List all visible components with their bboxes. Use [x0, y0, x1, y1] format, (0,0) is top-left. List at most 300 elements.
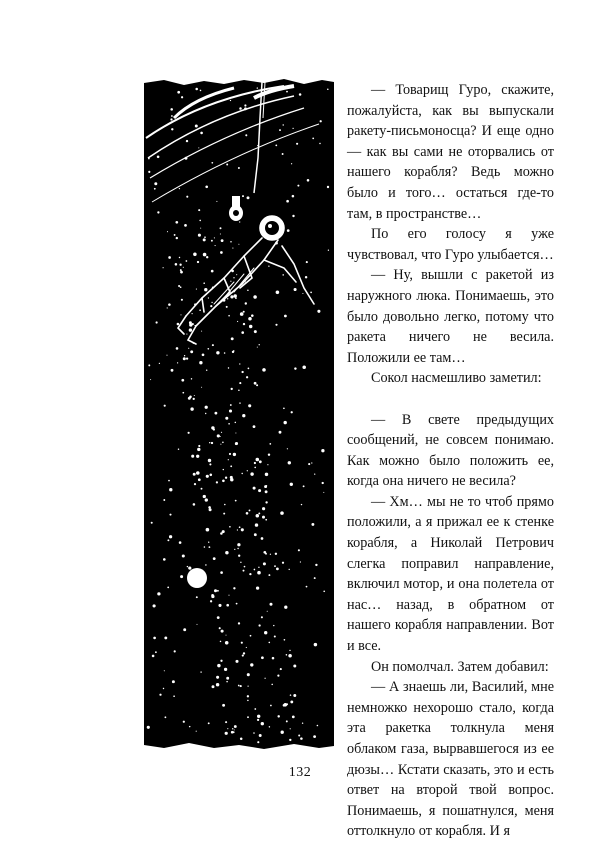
star — [245, 134, 247, 136]
paragraph: По его голосу я уже чувствовал, что Гуро улыбается… — [347, 226, 554, 263]
star — [246, 647, 247, 648]
star — [290, 700, 293, 703]
star — [253, 295, 257, 299]
star — [181, 379, 184, 382]
star — [210, 600, 212, 602]
star — [200, 90, 202, 92]
star — [216, 481, 218, 483]
star — [226, 306, 228, 308]
star — [323, 492, 324, 493]
star — [194, 325, 195, 326]
star — [184, 224, 187, 227]
star — [189, 396, 192, 399]
star — [263, 562, 266, 565]
star — [216, 676, 219, 679]
star — [188, 348, 189, 349]
star — [190, 407, 193, 410]
star — [317, 310, 320, 313]
star — [227, 728, 228, 729]
star — [180, 271, 183, 274]
star — [228, 315, 230, 317]
star — [277, 675, 279, 677]
star — [247, 196, 250, 199]
star — [228, 595, 229, 596]
star — [282, 274, 284, 276]
star — [194, 483, 196, 485]
star — [215, 245, 216, 246]
star — [247, 700, 249, 702]
body-text — [347, 80, 554, 842]
star — [249, 325, 252, 328]
star — [212, 344, 214, 346]
star — [203, 253, 207, 257]
star — [311, 462, 312, 463]
star — [183, 357, 186, 360]
star — [283, 407, 285, 409]
star — [286, 200, 289, 203]
star — [240, 562, 241, 563]
star — [163, 558, 166, 561]
star — [254, 569, 256, 571]
star — [251, 314, 254, 317]
star — [217, 434, 220, 437]
star — [239, 107, 242, 110]
star — [298, 549, 300, 551]
star — [232, 248, 233, 249]
star — [262, 368, 266, 372]
star — [279, 129, 281, 131]
star — [224, 668, 227, 671]
star — [247, 685, 248, 686]
star — [296, 143, 298, 145]
star — [303, 485, 305, 487]
star — [264, 631, 267, 634]
star — [171, 369, 174, 372]
star — [188, 432, 190, 434]
star — [284, 703, 288, 707]
star — [200, 671, 201, 672]
star — [201, 331, 202, 332]
star — [214, 237, 215, 238]
star — [233, 453, 236, 456]
star — [290, 728, 291, 729]
star — [187, 566, 188, 567]
star — [283, 124, 284, 125]
star — [284, 421, 287, 424]
star — [195, 125, 198, 128]
star — [220, 660, 222, 662]
star — [239, 363, 240, 364]
star — [204, 546, 206, 548]
star — [230, 404, 232, 406]
star — [225, 477, 227, 479]
star — [203, 495, 206, 498]
star — [199, 361, 202, 364]
star — [150, 379, 151, 380]
star — [254, 382, 257, 385]
star — [221, 239, 224, 242]
star — [238, 555, 240, 557]
star — [242, 655, 244, 657]
star — [266, 485, 268, 487]
star — [248, 404, 251, 407]
star — [169, 514, 171, 516]
star — [191, 455, 194, 458]
star — [189, 328, 192, 331]
star — [220, 444, 221, 445]
star — [313, 735, 316, 738]
star — [256, 458, 260, 462]
star — [177, 91, 180, 94]
star — [230, 476, 233, 479]
star — [269, 726, 270, 727]
star — [292, 195, 295, 198]
star — [233, 731, 235, 733]
star — [243, 323, 245, 325]
star — [310, 292, 312, 294]
star — [328, 250, 329, 251]
star — [249, 573, 251, 575]
star — [275, 145, 277, 147]
star — [268, 453, 270, 455]
star — [211, 302, 212, 303]
paragraph: Он помолчал. Затем добавил: — [371, 658, 549, 675]
star — [197, 448, 200, 451]
star — [190, 350, 193, 353]
star — [194, 395, 195, 396]
star — [164, 636, 167, 639]
star — [151, 522, 153, 524]
star — [235, 433, 236, 434]
star — [237, 529, 238, 530]
star — [213, 557, 216, 560]
star — [225, 721, 227, 723]
star — [210, 474, 213, 477]
star — [257, 87, 258, 88]
paragraph: — Товарищ Гуро, скажите, пожалуйста, как вы выпускали ракету-письмоносца? И еще одно — как вы сами не оторвались от нашего корабля? Ведь можно было и того… остаться где-то там, в пространстве… — [347, 82, 554, 222]
star — [280, 511, 284, 515]
star — [241, 473, 242, 474]
star — [237, 548, 238, 549]
star — [228, 367, 229, 368]
star — [183, 721, 185, 723]
star — [201, 387, 202, 388]
star — [220, 227, 222, 229]
star — [308, 463, 310, 465]
star — [218, 604, 221, 607]
paragraph: — Хм… мы не то чтоб прямо положили, а я прижал ее к стенке корабля, а Николай Петрович слегка поправил направление, включил мотор, и она полетела от нас… назад, в обратном от нашего корабля направлении. Вот и все. — [347, 493, 554, 655]
star — [262, 507, 265, 510]
star — [260, 229, 262, 231]
star — [208, 506, 211, 509]
star — [242, 414, 245, 417]
star — [286, 720, 288, 722]
star — [257, 347, 258, 348]
star — [164, 716, 166, 718]
star — [211, 240, 213, 242]
star — [148, 171, 150, 173]
star — [268, 266, 269, 267]
star — [148, 364, 150, 366]
star — [238, 685, 240, 687]
star — [228, 459, 229, 460]
star — [195, 88, 198, 91]
star — [246, 512, 249, 515]
star — [198, 209, 200, 211]
star — [267, 611, 268, 612]
star — [205, 406, 208, 409]
star — [223, 299, 226, 302]
star — [244, 566, 246, 568]
star — [186, 196, 188, 198]
star — [153, 637, 156, 640]
star — [261, 537, 264, 540]
star — [290, 694, 292, 696]
star — [222, 442, 224, 444]
star — [208, 542, 209, 543]
star — [181, 96, 183, 98]
star — [265, 501, 267, 503]
star — [314, 473, 315, 474]
star — [175, 221, 178, 224]
star — [255, 523, 258, 526]
star — [284, 639, 286, 641]
star — [293, 694, 296, 697]
star — [259, 344, 260, 345]
star — [271, 684, 273, 686]
star — [275, 324, 277, 326]
star — [193, 342, 195, 344]
star — [175, 263, 178, 266]
star — [314, 577, 316, 579]
star — [180, 575, 183, 578]
star — [256, 384, 258, 386]
star — [172, 680, 175, 683]
star — [217, 664, 220, 667]
star — [183, 628, 186, 631]
star — [286, 91, 288, 93]
star — [157, 211, 159, 213]
star — [186, 334, 187, 335]
star — [274, 565, 276, 567]
illustration-background — [144, 78, 334, 750]
star — [208, 459, 211, 462]
star — [274, 635, 276, 637]
paragraph: — В свете предыдущих сообщений, не совсем понимаю. Как можно было положить ее, когда она ничего не весила? — [347, 411, 554, 490]
star — [298, 735, 300, 737]
star — [193, 253, 197, 257]
star — [234, 549, 235, 550]
star — [243, 570, 245, 572]
star — [297, 185, 299, 187]
star — [257, 741, 259, 743]
star — [293, 665, 296, 668]
star — [192, 323, 194, 325]
star — [220, 251, 223, 254]
star — [230, 100, 231, 101]
star — [247, 695, 249, 697]
star — [235, 442, 238, 445]
star — [300, 561, 301, 562]
star — [229, 453, 231, 455]
star — [312, 138, 314, 140]
star — [235, 422, 237, 424]
star — [265, 473, 268, 476]
star — [270, 554, 271, 555]
star — [226, 604, 229, 607]
star — [277, 715, 279, 717]
star — [256, 586, 259, 589]
star — [197, 624, 198, 625]
star — [154, 182, 157, 185]
star — [213, 429, 215, 431]
star — [282, 153, 284, 155]
star — [287, 229, 290, 232]
star — [153, 604, 156, 607]
star — [228, 423, 230, 425]
star — [226, 677, 229, 680]
star — [205, 185, 208, 188]
star — [257, 145, 258, 146]
star — [238, 389, 240, 391]
star — [174, 650, 176, 652]
star — [302, 365, 306, 369]
star — [206, 475, 209, 478]
star — [247, 716, 249, 718]
star — [223, 513, 225, 515]
star — [241, 371, 243, 373]
star — [155, 651, 157, 653]
star — [169, 488, 172, 491]
star — [219, 627, 221, 629]
star — [206, 256, 208, 258]
star — [286, 654, 288, 656]
star — [269, 443, 271, 445]
star — [261, 616, 263, 618]
star — [209, 463, 211, 465]
star — [259, 734, 262, 737]
star — [315, 564, 317, 566]
star — [302, 293, 303, 294]
star — [170, 118, 172, 120]
star — [206, 528, 210, 532]
star — [220, 233, 221, 234]
star — [224, 504, 226, 506]
star — [177, 362, 178, 363]
star — [205, 413, 206, 414]
star — [201, 488, 203, 490]
star — [198, 234, 201, 237]
star — [243, 311, 245, 313]
star — [157, 156, 160, 159]
star — [196, 731, 197, 732]
star — [210, 305, 212, 307]
star — [323, 590, 325, 592]
star — [240, 738, 243, 741]
star — [192, 313, 193, 314]
star — [154, 188, 156, 190]
star — [180, 286, 182, 288]
star — [299, 93, 302, 96]
star — [265, 490, 268, 493]
star — [236, 603, 238, 605]
star — [212, 287, 214, 289]
star — [203, 238, 206, 241]
star — [294, 367, 296, 369]
star — [157, 592, 160, 595]
star — [179, 188, 180, 189]
star — [167, 587, 169, 589]
star — [164, 405, 166, 407]
star — [185, 157, 188, 160]
star — [163, 688, 164, 689]
star — [208, 722, 210, 724]
star — [179, 264, 181, 266]
star — [159, 363, 160, 364]
star — [253, 732, 255, 734]
star — [168, 256, 171, 259]
star — [276, 568, 279, 571]
star — [164, 670, 165, 671]
star — [282, 562, 284, 564]
star — [288, 461, 291, 464]
star — [239, 382, 241, 384]
star — [193, 503, 196, 506]
star — [186, 357, 188, 359]
star — [214, 412, 217, 415]
star — [231, 388, 233, 390]
star — [305, 276, 307, 278]
star — [235, 500, 237, 502]
star — [209, 508, 212, 511]
star — [225, 417, 228, 420]
star — [247, 289, 249, 291]
star — [199, 309, 201, 311]
star — [200, 228, 201, 229]
star — [211, 270, 214, 273]
star — [237, 321, 238, 322]
star — [220, 571, 223, 574]
star — [289, 739, 291, 741]
star — [211, 162, 213, 164]
star — [173, 695, 175, 697]
star — [269, 603, 272, 606]
star — [235, 660, 238, 663]
star — [248, 368, 250, 370]
star — [199, 220, 201, 222]
star — [268, 574, 270, 576]
star — [170, 108, 173, 111]
star — [250, 663, 253, 666]
star — [292, 128, 293, 129]
star — [198, 478, 201, 481]
star — [205, 564, 206, 565]
star — [256, 514, 260, 518]
paragraph: — Ну, вышли с ракетой из наружного люка. Понимаешь, это было довольно легко, потому что ракета ничего не весила. Положили ее там… — [347, 267, 554, 366]
star — [188, 567, 191, 570]
star — [148, 158, 150, 160]
star — [180, 314, 181, 315]
star — [284, 606, 287, 609]
star — [245, 302, 247, 304]
star — [206, 369, 207, 370]
star — [289, 650, 290, 651]
star — [203, 282, 205, 284]
star — [231, 337, 234, 340]
star — [156, 321, 158, 323]
star — [276, 291, 280, 295]
star — [247, 673, 250, 676]
